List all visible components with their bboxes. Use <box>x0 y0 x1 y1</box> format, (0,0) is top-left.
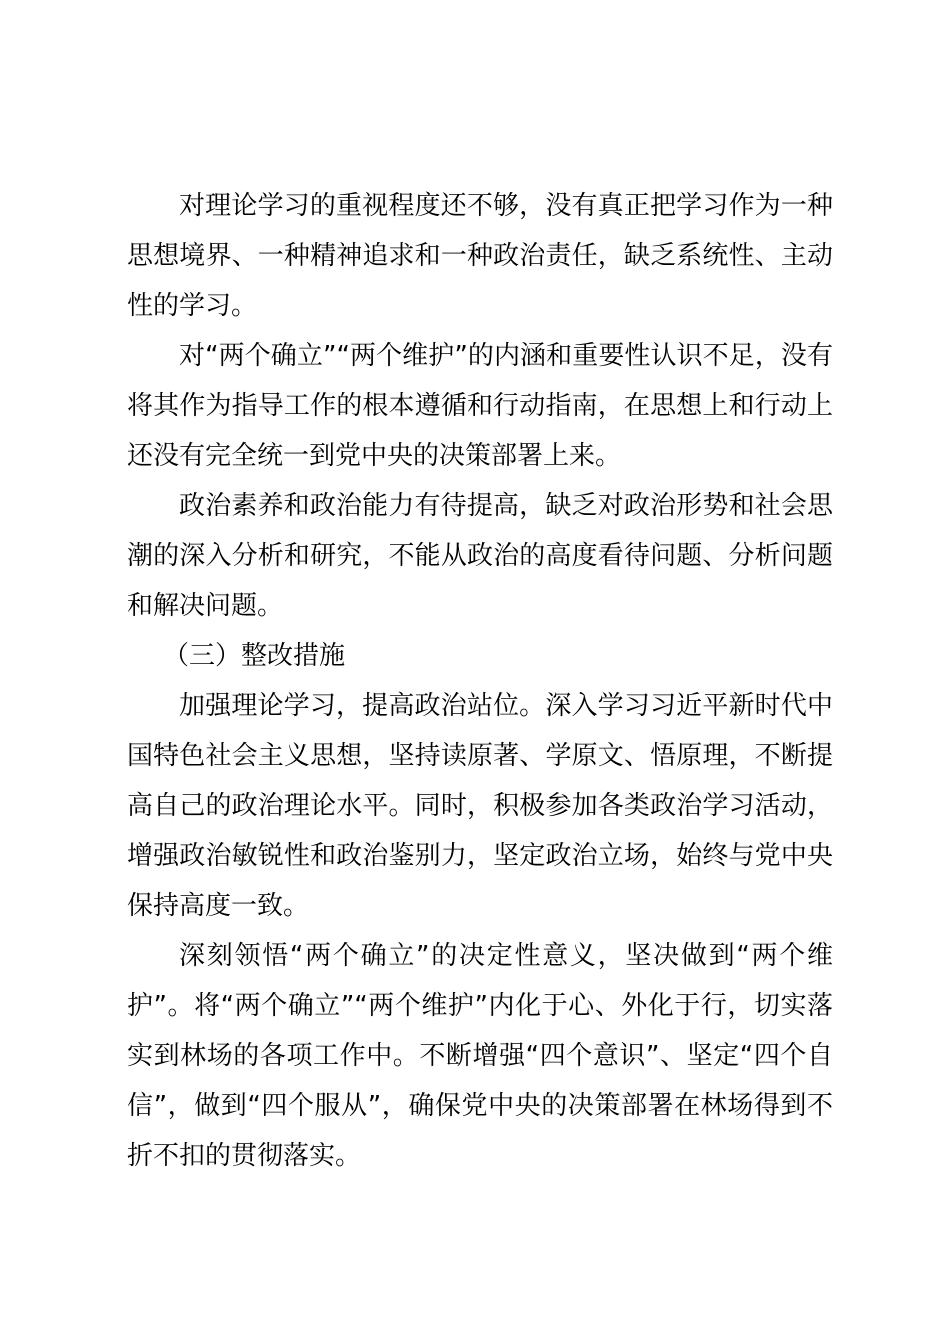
section-heading: （三）整改措施 <box>163 641 346 671</box>
paragraph-political-ability: 政治素养和政治能力有待提高，缺乏对政治形势和社会思潮的深入分析和研究，不能从政治的高度看待问题、分析问题和解决问题。 <box>127 491 833 621</box>
document-body <box>127 181 833 1181</box>
paragraph-two-establishments: 对“两个确立”“两个维护”的内涵和重要性认识不足，没有将其作为指导工作的根本遵循和行动指南，在思想上和行动上还没有完全统一到党中央的决策部署上来。 <box>127 341 833 471</box>
paragraph-theory-study: 对理论学习的重视程度还不够，没有真正把学习作为一种思想境界、一种精神追求和一种政治责任，缺乏系统性、主动性的学习。 <box>127 191 833 321</box>
measure-theory-learning: 加强理论学习，提高政治站位。深入学习习近平新时代中国特色社会主义思想，坚持读原著、学原文、悟原理，不断提高自己的政治理论水平。同时，积极参加各类政治学习活动，增强政治敏锐性和政治鉴别力，坚定政治立场，始终与党中央保持高度一致。 <box>127 691 833 921</box>
measure-two-maintenances: 深刻领悟“两个确立”的决定性意义，坚决做到“两个维护”。将“两个确立”“两个维护”内化于心、外化于行，切实落实到林场的各项工作中。不断增强“四个意识”、坚定“四个自信”，做到“四个服从”，确保党中央的决策部署在林场得到不折不扣的贯彻落实。 <box>127 941 833 1171</box>
